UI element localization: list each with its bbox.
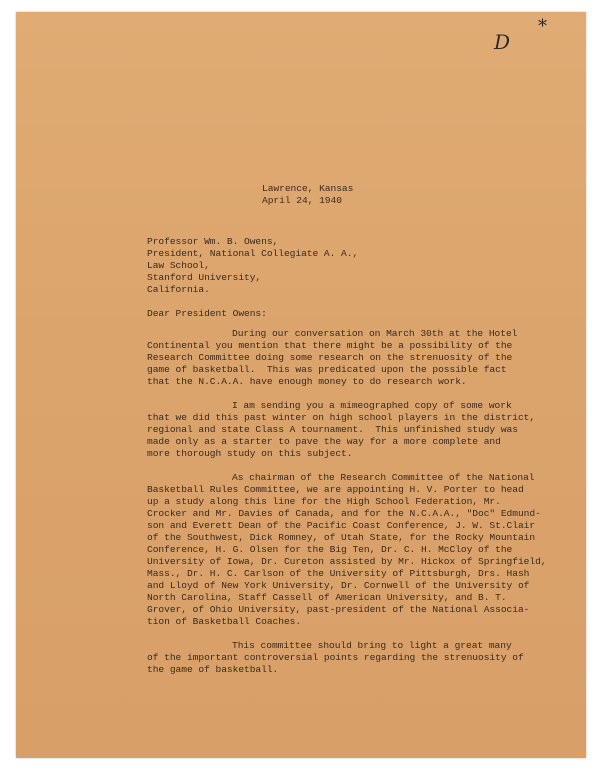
paragraph-3-line: up a study along this line for the High School Federation, Mr. [147, 496, 501, 507]
paragraph-3-line: Conference, H. G. Olsen for the Big Ten, Dr. C. H. McCloy of the [147, 544, 513, 555]
paragraph-3-line: son and Everett Dean of the Pacific Coast Conference, J. W. St.Clair [147, 520, 536, 531]
recipient-line: President, National Collegiate A. A., [147, 248, 359, 259]
paragraph-2-line: made only as a starter to pave the way for a more complete and [147, 436, 501, 447]
paragraph-3-line: tion of Basketball Coaches. [147, 616, 302, 627]
asterisk-mark: * [538, 16, 547, 37]
paragraph-4-line: This committee should bring to light a great many [232, 640, 512, 651]
paragraph-3-line: As chairman of the Research Committee of the National [232, 472, 535, 483]
letter-date: April 24, 1940 [262, 195, 342, 206]
paragraph-3-line: Crocker and Mr. Davies of Canada, and for the N.C.A.A., "Doc" Edmund- [147, 508, 541, 519]
recipient-line: California. [147, 284, 210, 295]
paragraph-2-line: regional and state Class A tournament. This unfinished study was [147, 424, 518, 435]
handwritten-initial: D [494, 30, 511, 54]
paragraph-1-line: game of basketball. This was predicated upon the possible fact [147, 364, 507, 375]
salutation: Dear President Owens: [147, 308, 267, 319]
recipient-line: Law School, [147, 260, 210, 271]
paragraph-3-line: Grover, of Ohio University, past-president of the National Associa- [147, 604, 530, 615]
paragraph-3-line: and Lloyd of New York University, Dr. Cornwell of the University of [147, 580, 530, 591]
paragraph-3-line: North Carolina, Staff Cassell of American University, and B. T. [147, 592, 507, 603]
letter-place: Lawrence, Kansas [262, 183, 354, 194]
paragraph-4-line: the game of basketball. [147, 664, 279, 675]
paragraph-3-line: Basketball Rules Committee, we are appointing H. V. Porter to head [147, 484, 524, 495]
paragraph-1-line: that the N.C.A.A. have enough money to do research work. [147, 376, 467, 387]
paragraph-2-line: more thorough study on this subject. [147, 448, 353, 459]
recipient-line: Stanford University, [147, 272, 262, 283]
paragraph-2-line: that we did this past winter on high school players in the district, [147, 412, 536, 423]
paragraph-1-line: During our conversation on March 30th at the Hotel [232, 328, 518, 339]
paragraph-3-line: University of Iowa, Dr. Cureton assisted by Mr. Hickox of Springfield, [147, 556, 547, 567]
paragraph-3-line: of the Southwest, Dick Romney, of Utah State, for the Rocky Mountain [147, 532, 536, 543]
paragraph-1-line: Continental you mention that there might be a possibility of the [147, 340, 513, 351]
paragraph-1-line: Research Committee doing some research on the strenuosity of the [147, 352, 513, 363]
recipient-line: Professor Wm. B. Owens, [147, 236, 279, 247]
paragraph-2-line: I am sending you a mimeographed copy of some work [232, 400, 512, 411]
paragraph-4-line: of the important controversial points regarding the strenuosity of [147, 652, 524, 663]
paragraph-3-line: Mass., Dr. H. C. Carlson of the University of Pittsburgh, Drs. Hash [147, 568, 530, 579]
